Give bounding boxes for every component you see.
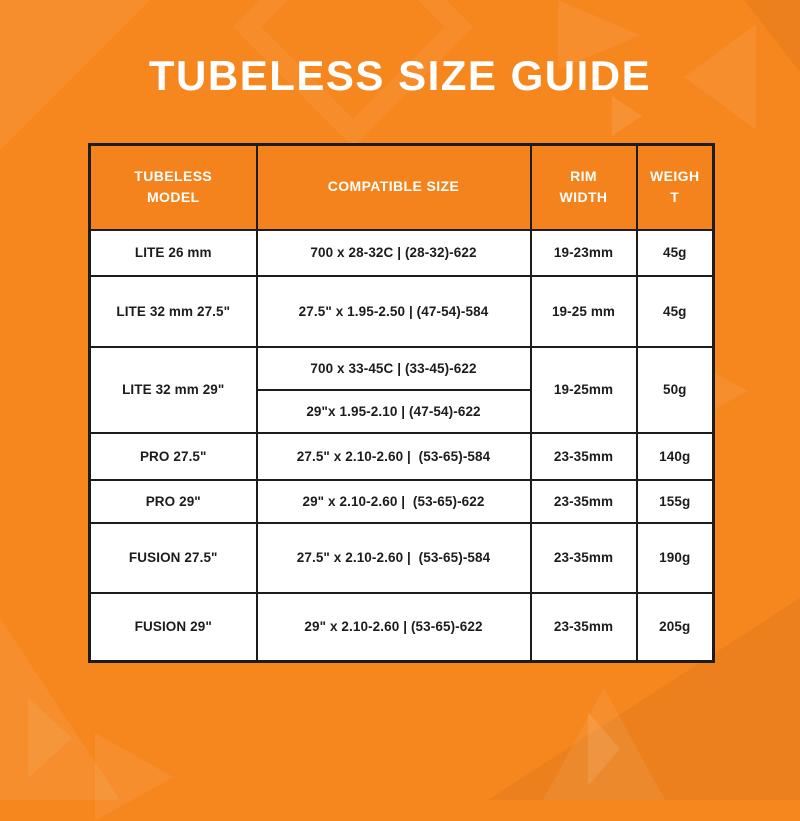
cell-model: PRO 29" [90,480,257,523]
triangle-decoration [95,733,173,821]
table-row [90,347,714,390]
col-header-tubeless-model [90,145,257,230]
triangle-decoration [612,96,642,136]
cell-rim: 19-23mm [531,230,637,276]
cell-size: 27.5" x 1.95-2.50 | (47-54)-584 [257,276,531,347]
cell-size: 27.5" x 2.10-2.60 | (53-65)-584 [257,523,531,593]
cell-size: 700 x 28-32C | (28-32)-622 [257,230,531,276]
table-row [90,276,714,347]
triangle-decoration [543,688,665,800]
cell-rim: 23-35mm [531,523,637,593]
table-header-row [90,145,714,230]
cell-rim: 23-35mm [531,593,637,662]
col-header-label: COMPATIBLE SIZE [327,178,460,195]
page-title: TUBELESS SIZE GUIDE [148,52,652,99]
cell-size: 700 x 33-45C | (33-45)-622 [257,347,531,390]
cell-rim: 19-25mm [531,347,637,433]
cell-model: LITE 32 mm 29" [90,347,257,433]
cell-rim: 23-35mm [531,480,637,523]
cell-weight: 140g [637,433,714,480]
cell-rim: 23-35mm [531,433,637,480]
table-row [90,593,714,662]
cell-size: 29" x 2.10-2.60 | (53-65)-622 [257,480,531,523]
cell-size: 27.5" x 2.10-2.60 | (53-65)-584 [257,433,531,480]
table-row [90,433,714,480]
cell-model: FUSION 29" [90,593,257,662]
cell-weight: 155g [637,480,714,523]
size-guide-table [88,143,715,663]
table-row [90,230,714,276]
col-header-label: RIM WIDTH [559,167,608,206]
cell-model: FUSION 27.5" [90,523,257,593]
col-header-label: WEIGHT [650,167,700,206]
col-header-rim-width [531,145,637,230]
col-header-compatible-size [257,145,531,230]
table-row [90,523,714,593]
triangle-decoration [588,712,620,786]
cell-model: LITE 26 mm [90,230,257,276]
cell-weight: 190g [637,523,714,593]
cell-weight: 45g [637,230,714,276]
cell-model: LITE 32 mm 27.5" [90,276,257,347]
col-header-label: TUBELESS MODEL [134,167,213,206]
cell-weight: 45g [637,276,714,347]
cell-weight: 50g [637,347,714,433]
triangle-decoration [28,698,72,778]
cell-rim: 19-25 mm [531,276,637,347]
col-header-weight [637,145,714,230]
cell-size: 29"x 1.95-2.10 | (47-54)-622 [257,390,531,433]
cell-size: 29" x 2.10-2.60 | (53-65)-622 [257,593,531,662]
cell-model: PRO 27.5" [90,433,257,480]
table-row [90,480,714,523]
cell-weight: 205g [637,593,714,662]
